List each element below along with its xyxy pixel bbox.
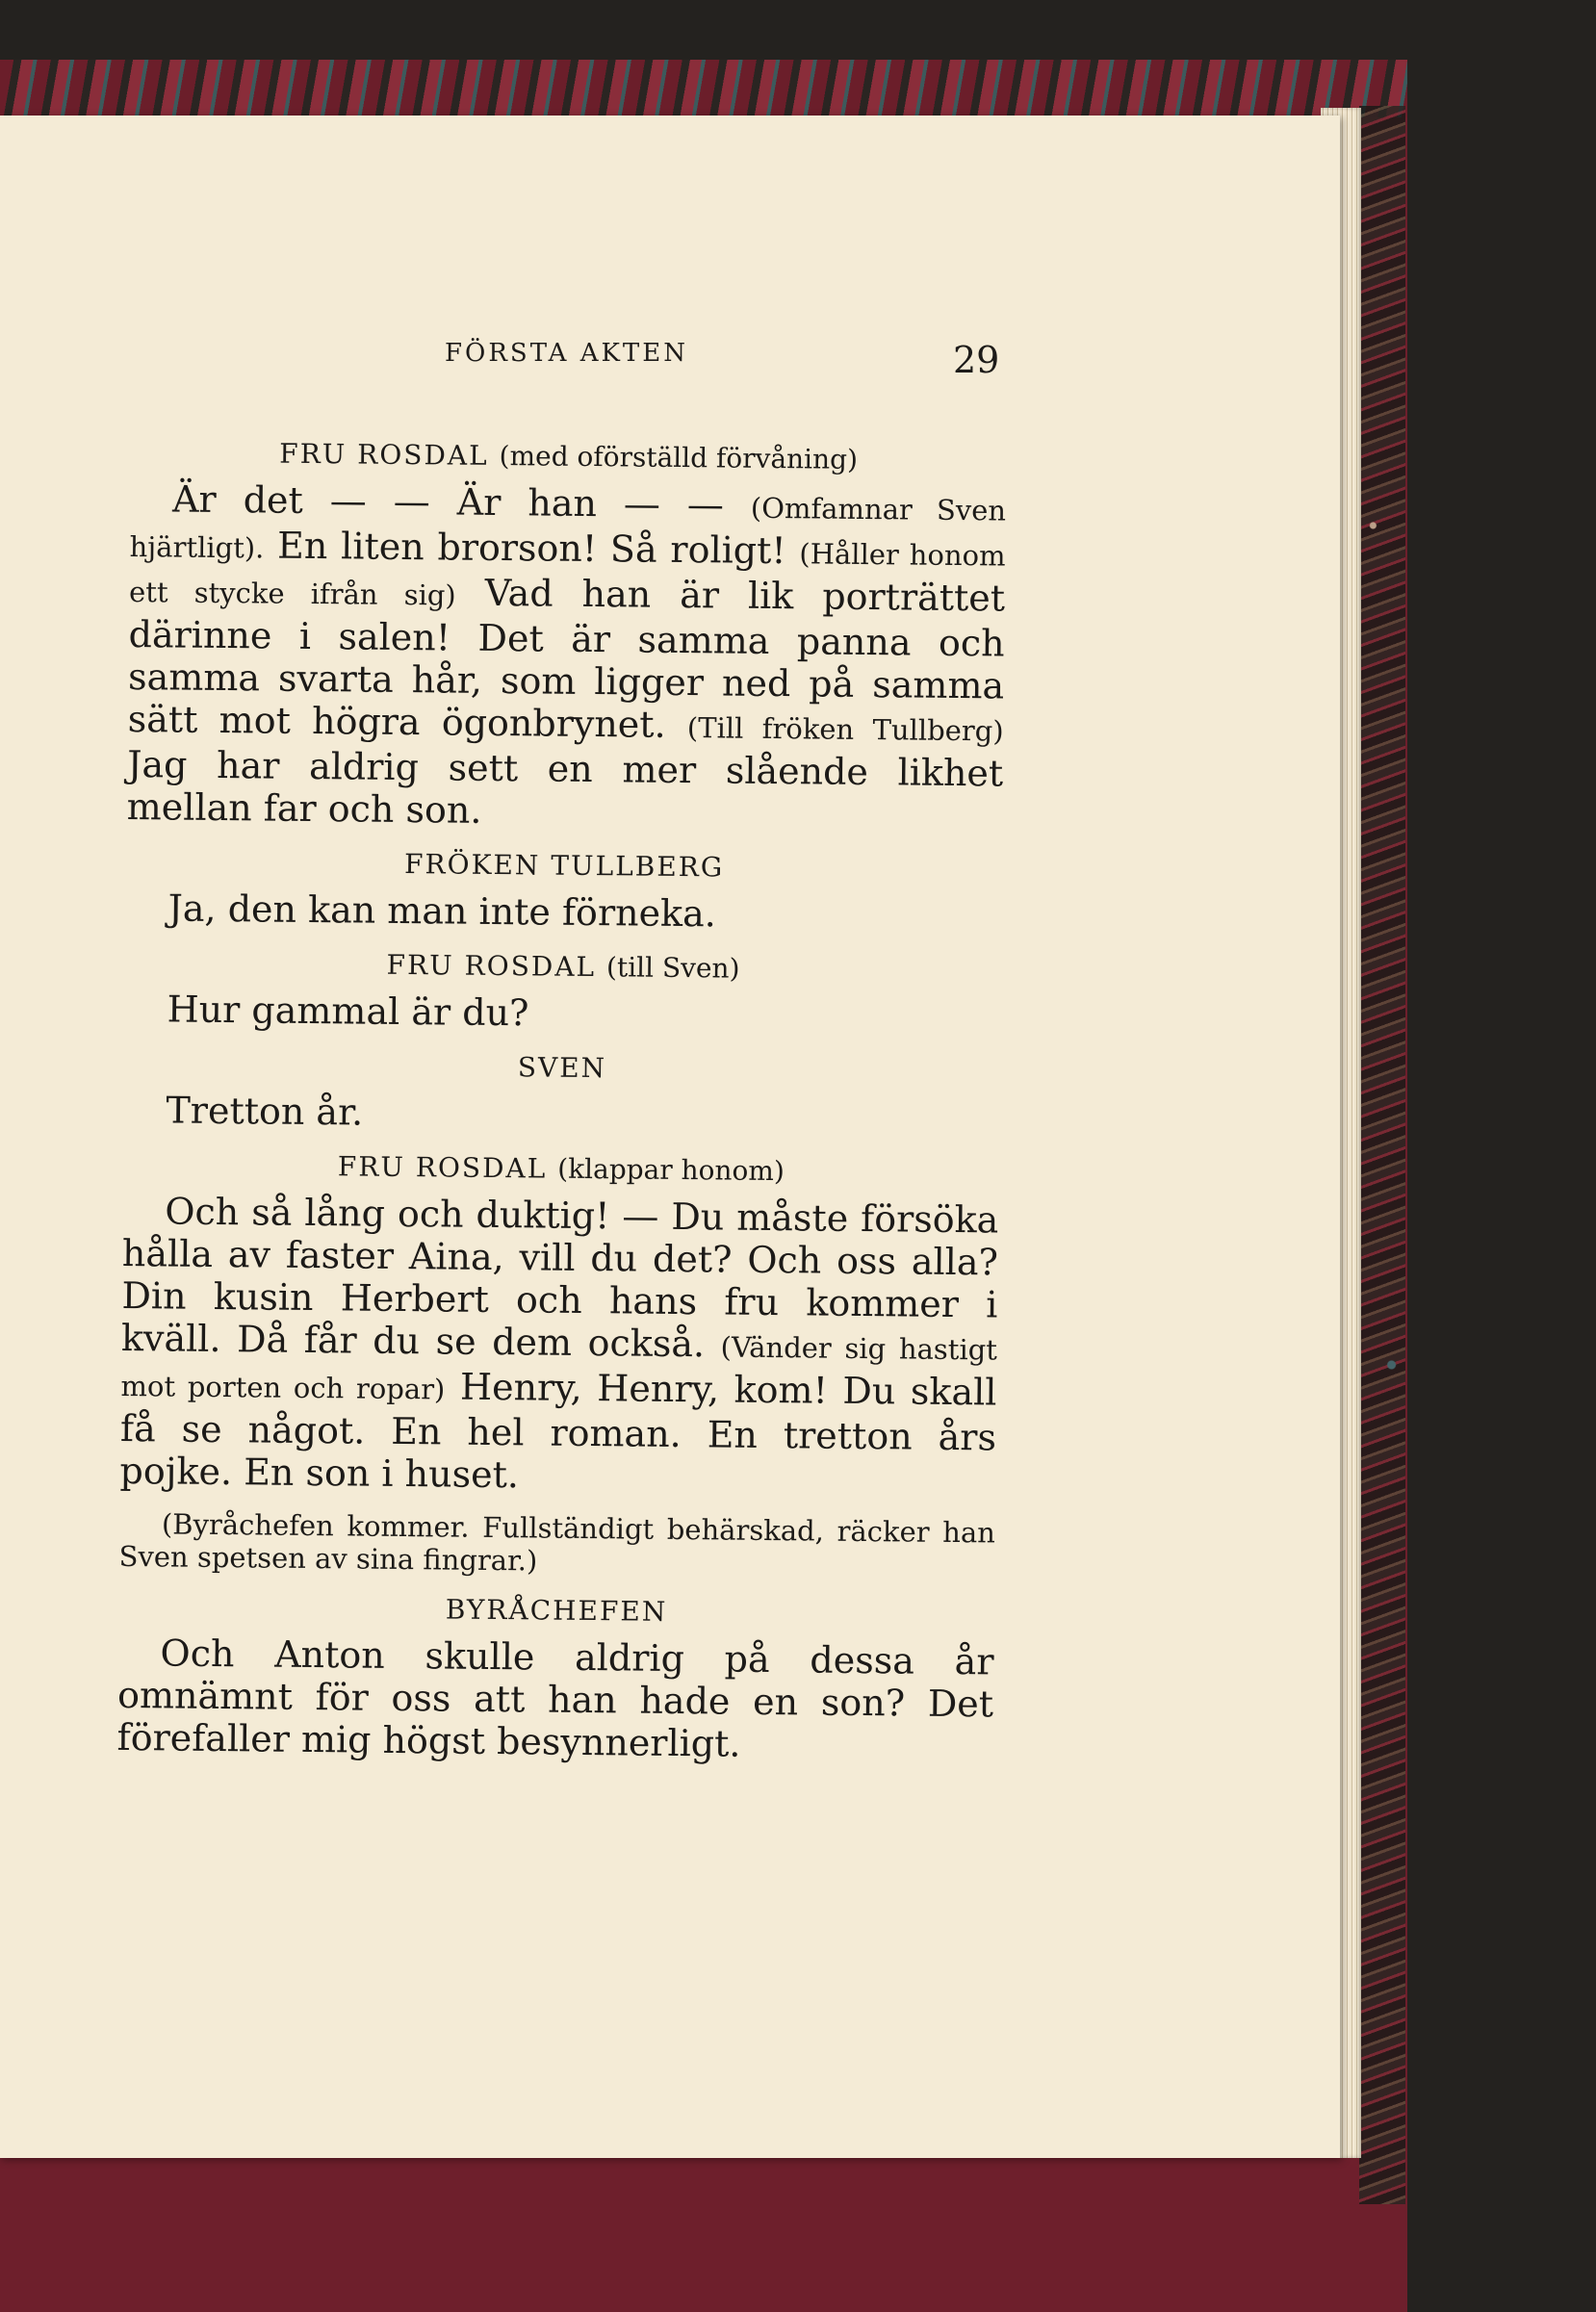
speaker-heading (123, 1148, 999, 1190)
dialogue-text: Tretton år. (166, 1089, 364, 1134)
page-text (116, 419, 1007, 1767)
marbled-cover-edge-top (0, 60, 1407, 117)
speaker-name: BYRÅCHEFEN (445, 1593, 668, 1628)
stage-direction: (Byråchefen kommer. Fullständigt behärskad, räcker han Sven spetsen av sina fingrar.) (118, 1507, 996, 1578)
page-number: 29 (953, 339, 1000, 381)
stage-direction: (med oförställd förvåning) (499, 440, 859, 475)
dialogue-text: Är det — — Är han — — (171, 477, 752, 527)
speaker-name: FRÖKEN TULLBERG (403, 848, 725, 884)
dialogue-text: Hur gammal är du? (167, 988, 529, 1035)
dialogue-line (127, 477, 1007, 837)
speaker-name: FRU ROSDAL (337, 1150, 548, 1185)
stage-direction: (Till fröken Tullberg) (686, 711, 1004, 748)
marbled-cover-edge-right (1359, 106, 1405, 2204)
dialogue-line: Och Anton skulle aldrig på dessa år omnämnt för oss att han hade en son? Det förefaller mig högst besynnerligt. (116, 1631, 994, 1765)
dialogue-line (119, 1190, 998, 1502)
dialogue-text: Henry, Henry, kom! Du skall få se något. En hel roman. En tretton års pojke. En son i huset. (119, 1365, 997, 1497)
speaker-name: FRU ROSDAL (386, 948, 597, 984)
dialogue-text: Och så lång och duktig! — Du måste försöka hålla av faster Aina, vill du det? Och oss alla? Din kusin Herbert och hans fru kommer i kväll. Då får du se dem också. (120, 1190, 999, 1366)
dialogue-line (125, 886, 1001, 938)
speaker-heading (125, 946, 1001, 988)
speaker-heading (130, 436, 1006, 477)
dialogue-text: Vad han är lik porträttet därinne i salen! Det är samma panna och samma svarta hår, som ligger ned på samma sätt mot högra ögonbrynet. (127, 571, 1006, 747)
speaker-heading (126, 845, 1002, 886)
stage-direction: (till Sven) (605, 951, 740, 985)
dialogue-text: En liten brorson! Så roligt! (264, 524, 800, 573)
speaker-name: SVEN (517, 1051, 607, 1085)
stage-direction: (Håller honom ett stycke ifrån sig) (128, 537, 1006, 612)
stage-direction: (klappar honom) (557, 1152, 785, 1188)
stage-direction: (Omfamnar Sven hjärtligt). (129, 491, 1007, 565)
running-head: FÖRSTA AKTEN (445, 339, 688, 368)
dialogue-line (123, 1089, 999, 1141)
speaker-name: FRU ROSDAL (279, 437, 489, 472)
dialogue-line (124, 988, 1000, 1040)
dialogue-text: Jag har aldrig sett en mer slående likhet mellan far och son. (126, 742, 1004, 832)
dialogue-text: Ja, den kan man inte förneka. (167, 886, 717, 936)
speaker-heading (124, 1047, 1000, 1089)
stage-direction: (Vänder sig hastigt mot porten och ropar) (120, 1330, 998, 1406)
speaker-heading (118, 1590, 994, 1631)
